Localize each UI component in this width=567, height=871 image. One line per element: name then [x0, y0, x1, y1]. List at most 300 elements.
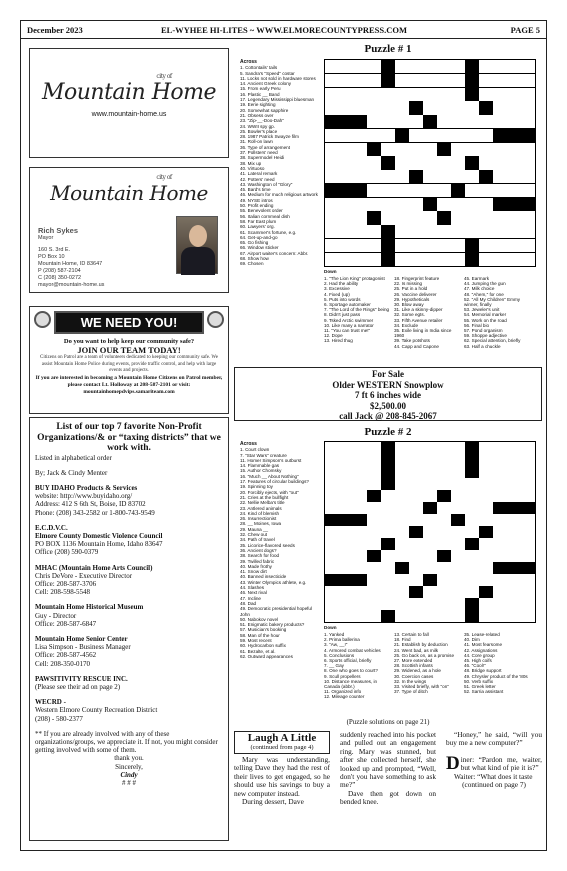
grid-cell[interactable] [367, 526, 381, 538]
grid-cell[interactable] [409, 442, 423, 454]
grid-cell[interactable] [325, 74, 339, 87]
grid-cell[interactable] [339, 598, 353, 610]
grid-cell[interactable] [521, 74, 535, 87]
grid-cell[interactable] [521, 143, 535, 156]
grid-cell[interactable] [507, 526, 521, 538]
grid-cell[interactable] [507, 115, 521, 128]
grid-cell[interactable] [409, 239, 423, 252]
grid-cell[interactable] [423, 184, 437, 197]
grid-cell[interactable] [423, 478, 437, 490]
grid-cell[interactable] [325, 101, 339, 114]
grid-cell[interactable] [451, 550, 465, 562]
grid-cell[interactable] [395, 143, 409, 156]
grid-cell[interactable] [367, 502, 381, 514]
grid-cell[interactable] [521, 156, 535, 169]
grid-cell[interactable] [507, 88, 521, 101]
grid-cell[interactable] [465, 562, 479, 574]
grid-cell[interactable] [395, 598, 409, 610]
grid-cell[interactable] [451, 170, 465, 183]
grid-cell[interactable] [451, 586, 465, 598]
grid-cell[interactable] [395, 225, 409, 238]
grid-cell[interactable] [507, 550, 521, 562]
grid-cell[interactable] [423, 170, 437, 183]
grid-cell[interactable] [409, 74, 423, 87]
grid-cell[interactable] [451, 538, 465, 550]
grid-cell[interactable] [437, 610, 451, 622]
grid-cell[interactable] [409, 184, 423, 197]
grid-cell[interactable] [465, 526, 479, 538]
grid-cell[interactable] [395, 610, 409, 622]
grid-cell[interactable] [381, 198, 395, 211]
grid-cell[interactable] [409, 129, 423, 142]
grid-cell[interactable] [395, 184, 409, 197]
grid-cell[interactable] [451, 211, 465, 224]
grid-cell[interactable] [367, 574, 381, 586]
grid-cell[interactable] [465, 170, 479, 183]
grid-cell[interactable] [493, 526, 507, 538]
grid-cell[interactable] [465, 198, 479, 211]
grid-cell[interactable] [381, 586, 395, 598]
grid-cell[interactable] [409, 514, 423, 526]
grid-cell[interactable] [465, 129, 479, 142]
grid-cell[interactable] [451, 74, 465, 87]
grid-cell[interactable] [493, 239, 507, 252]
grid-cell[interactable] [325, 60, 339, 73]
grid-cell[interactable] [521, 211, 535, 224]
grid-cell[interactable] [353, 253, 367, 266]
grid-cell[interactable] [409, 610, 423, 622]
grid-cell[interactable] [325, 225, 339, 238]
grid-cell[interactable] [451, 60, 465, 73]
grid-cell[interactable] [479, 478, 493, 490]
grid-cell[interactable] [395, 211, 409, 224]
grid-cell[interactable] [493, 184, 507, 197]
grid-cell[interactable] [493, 610, 507, 622]
grid-cell[interactable] [395, 478, 409, 490]
grid-cell[interactable] [395, 253, 409, 266]
grid-cell[interactable] [507, 184, 521, 197]
grid-cell[interactable] [381, 211, 395, 224]
grid-cell[interactable] [367, 610, 381, 622]
grid-cell[interactable] [451, 574, 465, 586]
grid-cell[interactable] [353, 143, 367, 156]
grid-cell[interactable] [507, 598, 521, 610]
grid-cell[interactable] [409, 466, 423, 478]
grid-cell[interactable] [451, 253, 465, 266]
grid-cell[interactable] [325, 610, 339, 622]
grid-cell[interactable] [395, 502, 409, 514]
grid-cell[interactable] [507, 466, 521, 478]
grid-cell[interactable] [437, 198, 451, 211]
grid-cell[interactable] [493, 253, 507, 266]
grid-cell[interactable] [395, 514, 409, 526]
grid-cell[interactable] [367, 253, 381, 266]
grid-cell[interactable] [409, 225, 423, 238]
grid-cell[interactable] [423, 466, 437, 478]
grid-cell[interactable] [423, 156, 437, 169]
grid-cell[interactable] [479, 60, 493, 73]
grid-cell[interactable] [451, 478, 465, 490]
grid-cell[interactable] [381, 562, 395, 574]
grid-cell[interactable] [465, 115, 479, 128]
grid-cell[interactable] [409, 490, 423, 502]
grid-cell[interactable] [381, 184, 395, 197]
grid-cell[interactable] [409, 198, 423, 211]
grid-cell[interactable] [339, 225, 353, 238]
grid-cell[interactable] [437, 502, 451, 514]
grid-cell[interactable] [353, 442, 367, 454]
grid-cell[interactable] [437, 526, 451, 538]
grid-cell[interactable] [381, 129, 395, 142]
grid-cell[interactable] [479, 253, 493, 266]
grid-cell[interactable] [339, 610, 353, 622]
grid-cell[interactable] [479, 454, 493, 466]
grid-cell[interactable] [395, 74, 409, 87]
grid-cell[interactable] [507, 442, 521, 454]
grid-cell[interactable] [437, 253, 451, 266]
grid-cell[interactable] [437, 88, 451, 101]
grid-cell[interactable] [353, 211, 367, 224]
grid-cell[interactable] [353, 502, 367, 514]
grid-cell[interactable] [451, 442, 465, 454]
grid-cell[interactable] [353, 225, 367, 238]
grid-cell[interactable] [507, 454, 521, 466]
grid-cell[interactable] [339, 466, 353, 478]
grid-cell[interactable] [423, 101, 437, 114]
grid-cell[interactable] [339, 253, 353, 266]
grid-cell[interactable] [437, 156, 451, 169]
grid-cell[interactable] [521, 442, 535, 454]
grid-cell[interactable] [479, 442, 493, 454]
grid-cell[interactable] [507, 586, 521, 598]
grid-cell[interactable] [325, 598, 339, 610]
grid-cell[interactable] [493, 454, 507, 466]
grid-cell[interactable] [521, 88, 535, 101]
grid-cell[interactable] [353, 129, 367, 142]
grid-cell[interactable] [423, 586, 437, 598]
grid-cell[interactable] [339, 478, 353, 490]
grid-cell[interactable] [367, 198, 381, 211]
grid-cell[interactable] [465, 184, 479, 197]
grid-cell[interactable] [521, 478, 535, 490]
grid-cell[interactable] [381, 574, 395, 586]
grid-cell[interactable] [353, 526, 367, 538]
grid-cell[interactable] [493, 60, 507, 73]
grid-cell[interactable] [479, 514, 493, 526]
grid-cell[interactable] [395, 586, 409, 598]
grid-cell[interactable] [479, 538, 493, 550]
grid-cell[interactable] [437, 574, 451, 586]
grid-cell[interactable] [395, 454, 409, 466]
grid-cell[interactable] [493, 586, 507, 598]
grid-cell[interactable] [479, 466, 493, 478]
grid-cell[interactable] [339, 502, 353, 514]
grid-cell[interactable] [493, 88, 507, 101]
grid-cell[interactable] [479, 184, 493, 197]
grid-cell[interactable] [465, 225, 479, 238]
grid-cell[interactable] [353, 598, 367, 610]
grid-cell[interactable] [381, 502, 395, 514]
grid-cell[interactable] [395, 442, 409, 454]
grid-cell[interactable] [339, 74, 353, 87]
grid-cell[interactable] [507, 574, 521, 586]
grid-cell[interactable] [325, 143, 339, 156]
grid-cell[interactable] [395, 88, 409, 101]
grid-cell[interactable] [493, 550, 507, 562]
grid-cell[interactable] [339, 156, 353, 169]
grid-cell[interactable] [507, 490, 521, 502]
grid-cell[interactable] [437, 538, 451, 550]
grid-cell[interactable] [325, 490, 339, 502]
grid-cell[interactable] [339, 60, 353, 73]
grid-cell[interactable] [521, 454, 535, 466]
grid-cell[interactable] [479, 74, 493, 87]
grid-cell[interactable] [451, 466, 465, 478]
grid-cell[interactable] [339, 143, 353, 156]
grid-cell[interactable] [395, 239, 409, 252]
grid-cell[interactable] [423, 526, 437, 538]
grid-cell[interactable] [423, 211, 437, 224]
grid-cell[interactable] [521, 514, 535, 526]
grid-cell[interactable] [493, 574, 507, 586]
grid-cell[interactable] [409, 115, 423, 128]
grid-cell[interactable] [325, 538, 339, 550]
grid-cell[interactable] [479, 225, 493, 238]
grid-cell[interactable] [395, 101, 409, 114]
grid-cell[interactable] [451, 502, 465, 514]
grid-cell[interactable] [353, 610, 367, 622]
grid-cell[interactable] [353, 198, 367, 211]
grid-cell[interactable] [381, 101, 395, 114]
grid-cell[interactable] [325, 156, 339, 169]
grid-cell[interactable] [325, 170, 339, 183]
grid-cell[interactable] [521, 101, 535, 114]
grid-cell[interactable] [325, 454, 339, 466]
grid-cell[interactable] [465, 574, 479, 586]
grid-cell[interactable] [451, 115, 465, 128]
grid-cell[interactable] [479, 156, 493, 169]
grid-cell[interactable] [339, 88, 353, 101]
grid-cell[interactable] [465, 490, 479, 502]
grid-cell[interactable] [353, 454, 367, 466]
mayor-email[interactable]: mayor@mountain-home.us [38, 282, 105, 288]
grid-cell[interactable] [493, 101, 507, 114]
grid-cell[interactable] [521, 115, 535, 128]
grid-cell[interactable] [367, 562, 381, 574]
grid-cell[interactable] [353, 156, 367, 169]
grid-cell[interactable] [339, 101, 353, 114]
grid-cell[interactable] [423, 598, 437, 610]
grid-cell[interactable] [451, 143, 465, 156]
grid-cell[interactable] [353, 586, 367, 598]
grid-cell[interactable] [493, 538, 507, 550]
grid-cell[interactable] [437, 74, 451, 87]
grid-cell[interactable] [367, 538, 381, 550]
grid-cell[interactable] [507, 170, 521, 183]
grid-cell[interactable] [437, 454, 451, 466]
grid-cell[interactable] [381, 598, 395, 610]
grid-cell[interactable] [395, 60, 409, 73]
grid-cell[interactable] [367, 74, 381, 87]
grid-cell[interactable] [437, 115, 451, 128]
grid-cell[interactable] [451, 610, 465, 622]
grid-cell[interactable] [395, 574, 409, 586]
grid-cell[interactable] [465, 502, 479, 514]
grid-cell[interactable] [521, 239, 535, 252]
grid-cell[interactable] [493, 466, 507, 478]
grid-cell[interactable] [409, 156, 423, 169]
grid-cell[interactable] [339, 586, 353, 598]
grid-cell[interactable] [325, 526, 339, 538]
grid-cell[interactable] [339, 526, 353, 538]
grid-cell[interactable] [493, 514, 507, 526]
grid-cell[interactable] [423, 74, 437, 87]
grid-cell[interactable] [451, 562, 465, 574]
grid-cell[interactable] [353, 538, 367, 550]
grid-cell[interactable] [339, 170, 353, 183]
grid-cell[interactable] [507, 211, 521, 224]
grid-cell[interactable] [507, 478, 521, 490]
grid-cell[interactable] [339, 454, 353, 466]
grid-cell[interactable] [367, 129, 381, 142]
grid-cell[interactable] [325, 239, 339, 252]
grid-cell[interactable] [367, 454, 381, 466]
grid-cell[interactable] [451, 526, 465, 538]
grid-cell[interactable] [451, 156, 465, 169]
grid-cell[interactable] [423, 239, 437, 252]
grid-cell[interactable] [507, 538, 521, 550]
grid-cell[interactable] [451, 101, 465, 114]
grid-cell[interactable] [437, 514, 451, 526]
grid-cell[interactable] [423, 562, 437, 574]
grid-cell[interactable] [507, 225, 521, 238]
grid-cell[interactable] [325, 502, 339, 514]
grid-cell[interactable] [493, 478, 507, 490]
grid-cell[interactable] [367, 184, 381, 197]
grid-cell[interactable] [381, 550, 395, 562]
grid-cell[interactable] [381, 170, 395, 183]
grid-cell[interactable] [409, 550, 423, 562]
grid-cell[interactable] [325, 253, 339, 266]
grid-cell[interactable] [437, 60, 451, 73]
grid-cell[interactable] [423, 514, 437, 526]
grid-cell[interactable] [395, 156, 409, 169]
puzzle-2-grid[interactable] [324, 441, 536, 623]
grid-cell[interactable] [339, 538, 353, 550]
grid-cell[interactable] [353, 490, 367, 502]
grid-cell[interactable] [381, 88, 395, 101]
grid-cell[interactable] [367, 239, 381, 252]
grid-cell[interactable] [479, 598, 493, 610]
grid-cell[interactable] [423, 442, 437, 454]
grid-cell[interactable] [437, 170, 451, 183]
grid-cell[interactable] [325, 442, 339, 454]
grid-cell[interactable] [479, 502, 493, 514]
grid-cell[interactable] [451, 239, 465, 252]
grid-cell[interactable] [493, 143, 507, 156]
grid-cell[interactable] [437, 586, 451, 598]
grid-cell[interactable] [353, 101, 367, 114]
grid-cell[interactable] [339, 211, 353, 224]
grid-cell[interactable] [465, 211, 479, 224]
grid-cell[interactable] [423, 253, 437, 266]
grid-cell[interactable] [339, 562, 353, 574]
grid-cell[interactable] [493, 156, 507, 169]
grid-cell[interactable] [353, 466, 367, 478]
grid-cell[interactable] [409, 478, 423, 490]
grid-cell[interactable] [521, 184, 535, 197]
grid-cell[interactable] [479, 550, 493, 562]
grid-cell[interactable] [521, 225, 535, 238]
grid-cell[interactable] [479, 211, 493, 224]
grid-cell[interactable] [451, 88, 465, 101]
grid-cell[interactable] [409, 502, 423, 514]
grid-cell[interactable] [325, 129, 339, 142]
grid-cell[interactable] [451, 598, 465, 610]
grid-cell[interactable] [465, 550, 479, 562]
grid-cell[interactable] [325, 198, 339, 211]
grid-cell[interactable] [367, 586, 381, 598]
grid-cell[interactable] [367, 478, 381, 490]
grid-cell[interactable] [507, 239, 521, 252]
grid-cell[interactable] [493, 442, 507, 454]
grid-cell[interactable] [437, 101, 451, 114]
grid-cell[interactable] [507, 143, 521, 156]
grid-cell[interactable] [423, 550, 437, 562]
grid-cell[interactable] [339, 129, 353, 142]
grid-cell[interactable] [353, 74, 367, 87]
puzzle-1-grid[interactable] [324, 59, 536, 267]
grid-cell[interactable] [521, 574, 535, 586]
grid-cell[interactable] [437, 225, 451, 238]
grid-cell[interactable] [325, 88, 339, 101]
grid-cell[interactable] [451, 225, 465, 238]
grid-cell[interactable] [521, 253, 535, 266]
grid-cell[interactable] [479, 574, 493, 586]
grid-cell[interactable] [437, 239, 451, 252]
grid-cell[interactable] [493, 211, 507, 224]
grid-cell[interactable] [409, 143, 423, 156]
grid-cell[interactable] [395, 198, 409, 211]
grid-cell[interactable] [423, 60, 437, 73]
grid-cell[interactable] [423, 538, 437, 550]
grid-cell[interactable] [521, 466, 535, 478]
grid-cell[interactable] [381, 526, 395, 538]
grid-cell[interactable] [521, 490, 535, 502]
grid-cell[interactable] [353, 170, 367, 183]
grid-cell[interactable] [465, 586, 479, 598]
grid-cell[interactable] [437, 598, 451, 610]
grid-cell[interactable] [381, 143, 395, 156]
grid-cell[interactable] [339, 239, 353, 252]
grid-cell[interactable] [493, 490, 507, 502]
grid-cell[interactable] [451, 454, 465, 466]
grid-cell[interactable] [437, 442, 451, 454]
city-ad[interactable] [29, 48, 229, 158]
grid-cell[interactable] [423, 143, 437, 156]
grid-cell[interactable] [423, 225, 437, 238]
grid-cell[interactable] [451, 129, 465, 142]
grid-cell[interactable] [507, 156, 521, 169]
grid-cell[interactable] [493, 74, 507, 87]
grid-cell[interactable] [367, 115, 381, 128]
grid-cell[interactable] [493, 115, 507, 128]
grid-cell[interactable] [367, 442, 381, 454]
grid-cell[interactable] [353, 88, 367, 101]
grid-cell[interactable] [325, 466, 339, 478]
grid-cell[interactable] [325, 478, 339, 490]
grid-cell[interactable] [465, 143, 479, 156]
